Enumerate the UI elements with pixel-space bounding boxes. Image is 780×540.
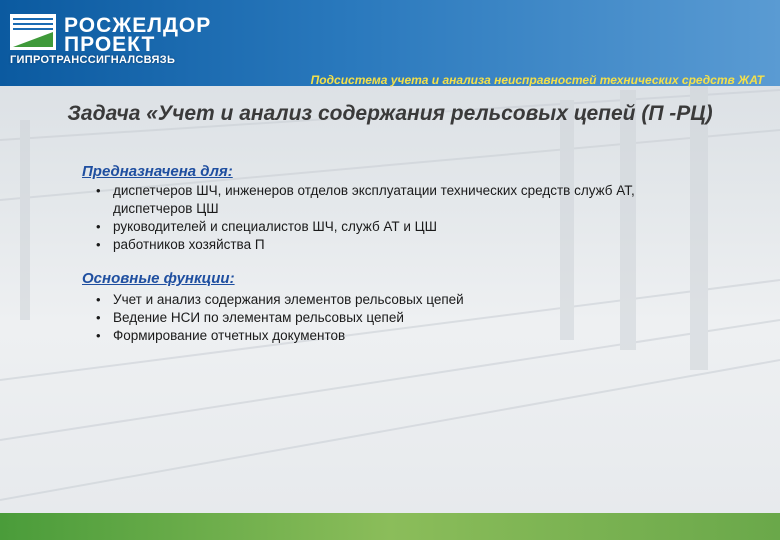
- list-item: • Учет и анализ содержания элементов рельсовых цепей: [96, 291, 706, 309]
- logo-icon: [10, 14, 56, 50]
- functions-list: [96, 291, 706, 345]
- list-item: • работников хозяйства П: [96, 236, 706, 254]
- footer-bar: [0, 513, 780, 540]
- slide-title: Задача «Учет и анализ содержания рельсовых цепей (П -РЦ): [67, 102, 713, 125]
- header-banner: [0, 0, 780, 86]
- logo-text-line1: РОСЖЕЛДОР: [64, 14, 212, 37]
- logo-subtitle: ГИПРОТРАНССИГНАЛСВЯЗЬ: [10, 54, 176, 66]
- list-item: • Ведение НСИ по элементам рельсовых цепей: [96, 309, 706, 327]
- list-item: • диспетчеров ШЧ, инженеров отделов эксплуатации технических средств служб АТ, диспетчеров ЦШ: [96, 182, 706, 218]
- list-item: • руководителей и специалистов ШЧ, служб АТ и ЦШ: [96, 218, 706, 236]
- logo-text-line2: ПРОЕКТ: [64, 33, 156, 56]
- subsystem-caption: Подсистема учета и анализа неисправностей технических средств ЖАТ: [310, 73, 764, 87]
- section-heading-audience: Предназначена для:: [82, 163, 233, 180]
- list-item: • Формирование отчетных документов: [96, 327, 706, 345]
- audience-list: [96, 182, 706, 254]
- section-heading-functions: Основные функции:: [82, 270, 235, 287]
